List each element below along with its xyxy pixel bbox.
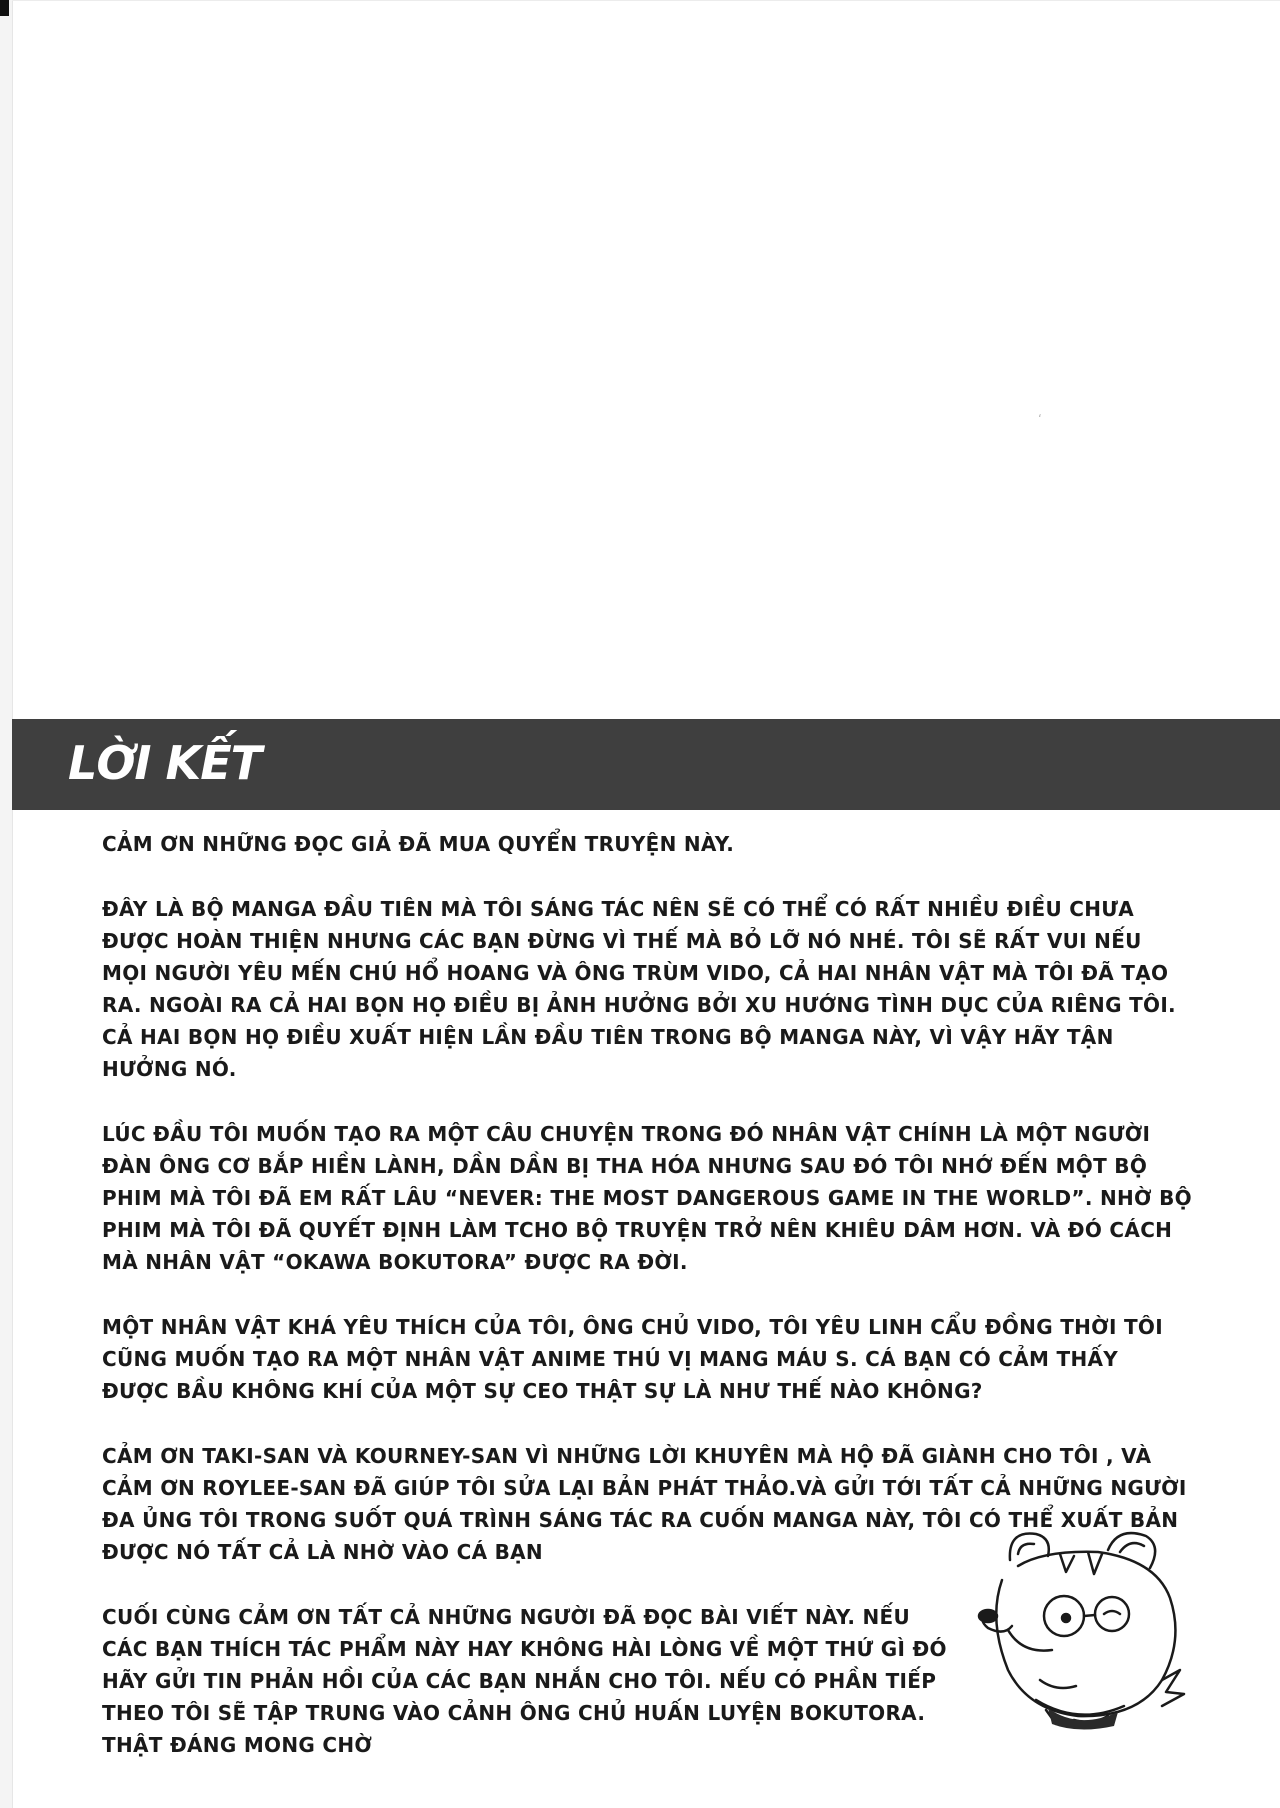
scan-mark [0, 0, 9, 16]
scan-top-edge [12, 0, 1280, 1]
tiger-mascot-illustration [948, 1520, 1198, 1730]
paragraph-first-manga: ĐÂY LÀ BỘ MANGA ĐẦU TIÊN MÀ TÔI SÁNG TÁC NÊN SẼ CÓ THỂ CÓ RẤT NHIỀU ĐIỀU CHƯA ĐƯỢC HOÀN THIỆN NHƯNG CÁC BẠN ĐỪNG VÌ THẾ MÀ BỎ LỠ NÓ NHÉ. TÔI SẼ RẤT VUI NẾU MỌI NGƯỜI YÊU MẾN CHÚ HỔ HOANG VÀ ÔNG TRÙM VIDO, CẢ HAI NHÂN VẬT MÀ TÔI ĐÃ TẠO RA. NGOÀI RA CẢ HAI BỌN HỌ ĐIỀU BỊ ẢNH HƯỞNG BỞI XU HƯỚNG TÌNH DỤC CỦA RIÊNG TÔI. CẢ HAI BỌN HỌ ĐIỀU XUẤT HIỆN LẦN ĐẦU TIÊN TRONG BỘ MANGA NÀY, VÌ VẬY HÃY TẬN HƯỞNG NÓ. [102, 897, 1176, 1081]
scan-edge [0, 0, 13, 1808]
paragraph-closing: CUỐI CÙNG CẢM ƠN TẤT CẢ NHỮNG NGƯỜI ĐÃ ĐỌC BÀI VIẾT NÀY. NẾU CÁC BẠN THÍCH TÁC PHẨM NÀY HAY KHÔNG HÀI LÒNG VỀ MỘT THỨ GÌ ĐÓ HÃY GỬI TIN PHẢN HỒI CỦA CÁC BẠN NHẮN CHO TÔI. NẾU CÓ PHẦN TIẾP THEO TÔI SẼ TẬP TRUNG VÀO CẢNH ÔNG CHỦ HUẤN LUYỆN BOKUTORA. THẬT ĐÁNG MONG CHỜ [102, 1605, 947, 1757]
paragraph-vido: MỘT NHÂN VẬT KHÁ YÊU THÍCH CỦA TÔI, ÔNG CHỦ VIDO, TÔI YÊU LINH CẨU ĐỒNG THỜI TÔI CŨNG MUỐN TẠO RA MỘT NHÂN VẬT ANIME THÚ VỊ MANG MÁU S. CÁ BẠN CÓ CẢM THẤY ĐƯỢC BẦU KHÔNG KHÍ CỦA MỘT SỰ CEO THẬT SỰ LÀ NHƯ THẾ NÀO KHÔNG? [102, 1315, 1163, 1403]
paragraph-origin-story: LÚC ĐẦU TÔI MUỐN TẠO RA MỘT CÂU CHUYỆN TRONG ĐÓ NHÂN VẬT CHÍNH LÀ MỘT NGƯỜI ĐÀN ÔNG CƠ BẮP HIỀN LÀNH, DẦN DẦN BỊ THA HÓA NHƯNG SAU ĐÓ TÔI NHỚ ĐẾN MỘT BỘ PHIM MÀ TÔI ĐÃ EM RẤT LÂU “NEVER: THE MOST DANGEROUS GAME IN THE WORLD”. NHỜ BỘ PHIM MÀ TÔI ĐÃ QUYẾT ĐỊNH LÀM TCHO BỘ TRUYỆN TRỞ NÊN KHIÊU DÂM HƠN. VÀ ĐÓ CÁCH MÀ NHÂN VẬT “OKAWA BOKUTORA” ĐƯỢC RA ĐỜI. [102, 1122, 1192, 1274]
paper-speck: ʻ [1038, 412, 1042, 426]
paragraph-thanks: CẢM ƠN NHỮNG ĐỌC GIẢ ĐÃ MUA QUYỂN TRUYỆN NÀY. [102, 832, 735, 856]
page-title: LỜI KẾT [68, 736, 261, 790]
heading-banner [12, 719, 1280, 810]
paragraph-acknowledgements: CẢM ƠN TAKI-SAN VÀ KOURNEY-SAN VÌ NHỮNG LỜI KHUYÊN MÀ HỘ ĐÃ GIÀNH CHO TÔI , VÀ CẢM ƠN ROYLEE-SAN ĐÃ GIÚP TÔI SỬA LẠI BẢN PHÁT THẢO.VÀ GỬI TỚI TẤT CẢ NHỮNG NGƯỜI ĐA ỦNG TÔI TRONG SUỐT QUÁ TRÌNH SÁNG TÁC RA CUỐN MANGA NÀY, TÔI CÓ THỂ XUẤT BẢN ĐƯỢC NÓ TẤT CẢ LÀ NHỜ VÀO CÁ BẠN [102, 1444, 1187, 1564]
